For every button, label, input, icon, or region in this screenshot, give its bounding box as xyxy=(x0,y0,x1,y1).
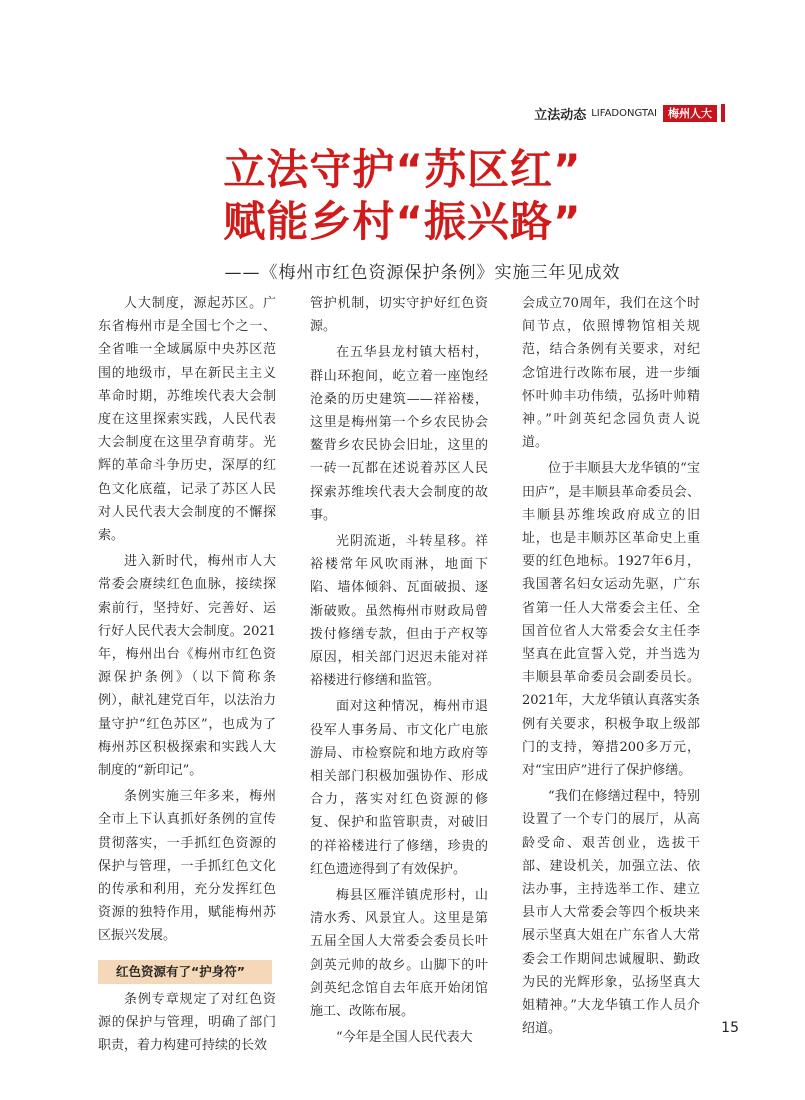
paragraph: 条例专章规定了对红色资源的保护与管理，明确了部门职责，着力构建可持续的长效 xyxy=(98,991,276,1054)
paragraph: 光阴流逝，斗转星移。祥裕楼常年风吹雨淋，地面下陷、墙体倾斜、瓦面破损、逐渐破败。虽然梅州市财政局曾拨付修缮专款，但由于产权等原因，相关部门迟迟未能对祥裕楼进行修缮和监管。 xyxy=(310,534,488,689)
paragraph: 条例实施三年多来，梅州全市上下认真抓好条例的宣传贯彻落实，一手抓红色资源的保护与管理，一手抓红色文化的传承和利用，充分发挥红色资源的独特作用，赋能梅州苏区振兴发展。 xyxy=(98,789,276,944)
paragraph: 面对这种情况，梅州市退役军人事务局、市文化广电旅游局、市检察院和地方政府等相关部门积极加强协作、形成合力，落实对红色资源的修复、保护和监管职责，对破旧的祥裕楼进行了修缮，珍贵的红色遗迹得到了有效保护。 xyxy=(310,699,488,877)
header-accent-bar xyxy=(721,104,725,122)
paragraph: 梅县区雁洋镇虎形村，山清水秀、风景宜人。这里是第五届全国人大常委会委员长叶剑英元帅的故乡。山脚下的叶剑英纪念馆自去年底开始闭馆施工、改陈布展。 xyxy=(310,888,488,1020)
section-name: 立法动态 xyxy=(534,107,587,123)
magazine-logo: 梅州人大 xyxy=(663,105,717,122)
text-column-1 xyxy=(98,292,276,1060)
paragraph: 位于丰顺县大龙华镇的“宝田庐”，是丰顺县革命委员会、丰顺县苏维埃政府成立的旧址，也是丰顺苏区革命史上重要的红色地标。1927年6月，我国著名妇女运动先驱，广东省第一任人大常委会主任、全国首位省人大常委会女主任李坚真在此宣誓入党，并当选为丰顺县革命委员会副委员长。2021年，大龙华镇认真落实条例有关要求，积极争取上级部门的支持，筹措200多万元，对“宝田庐”进行了保护修缮。 xyxy=(522,461,700,779)
text-column-3 xyxy=(522,292,700,1044)
section-header xyxy=(534,104,717,122)
paragraph: “今年是全国人民代表大 xyxy=(336,1030,473,1046)
text-column-2 xyxy=(310,292,488,1053)
page-number: 15 xyxy=(721,1020,739,1036)
article-title-line-1: 立法守护“苏区红” xyxy=(223,145,582,194)
paragraph: 会成立70周年，我们在这个时间节点，依照博物馆相关规范，结合条例有关要求，对纪念馆进行改陈布展，进一步缅怀叶帅丰功伟绩，弘扬叶帅精神。”叶剑英纪念园负责人说道。 xyxy=(522,296,700,451)
paragraph: “我们在修缮过程中，特别设置了一个专门的展厅，从高龄受命、艰苦创业，选拔干部、建设机关，加强立法、依法办事，主持选举工作、建立县市人大常委会等四个板块来展示坚真大姐在广东省人大常委会工作期间忠诚履职、勤政为民的光辉形象，弘扬坚真大姐精神。”大龙华镇工作人员介绍道。 xyxy=(522,789,700,1037)
paragraph: 在五华县龙村镇大梧村，群山环抱间，屹立着一座饱经沧桑的历史建筑——祥裕楼，这里是梅州第一个乡农民协会鳌背乡农民协会旧址，这里的一砖一瓦都在述说着苏区人民探索苏维埃代表大会制度的故事。 xyxy=(310,345,488,523)
section-pinyin: LIFADONGTAI xyxy=(591,107,657,119)
article-title-line-2: 赋能乡村“振兴路” xyxy=(223,197,582,246)
article-subtitle: ——《梅州市红色资源保护条例》实施三年见成效 xyxy=(224,263,621,283)
paragraph: 人大制度，源起苏区。广东省梅州市是全国七个之一、全省唯一全域属原中央苏区范围的地级市，早在新民主主义革命时期，苏维埃代表大会制度在这里探索实践，人民代表大会制度在这里孕育萌芽。光辉的革命斗争历史，深厚的红色文化底蕴，记录了苏区人民对人民代表大会制度的不懈探索。 xyxy=(98,296,276,544)
paragraph: 管护机制，切实守护好红色资源。 xyxy=(310,296,488,335)
paragraph: 进入新时代，梅州市人大常委会赓续红色血脉，接续探索前行，坚持好、完善好、运行好人民代表大会制度。2021年，梅州出台《梅州市红色资源保护条例》（以下简称条例），献礼建党百年，以法治力量守护“红色苏区”，也成为了梅州苏区积极探索和实践人大制度的“新印记”。 xyxy=(98,554,276,779)
section-heading: 红色资源有了“护身符” xyxy=(98,960,272,984)
